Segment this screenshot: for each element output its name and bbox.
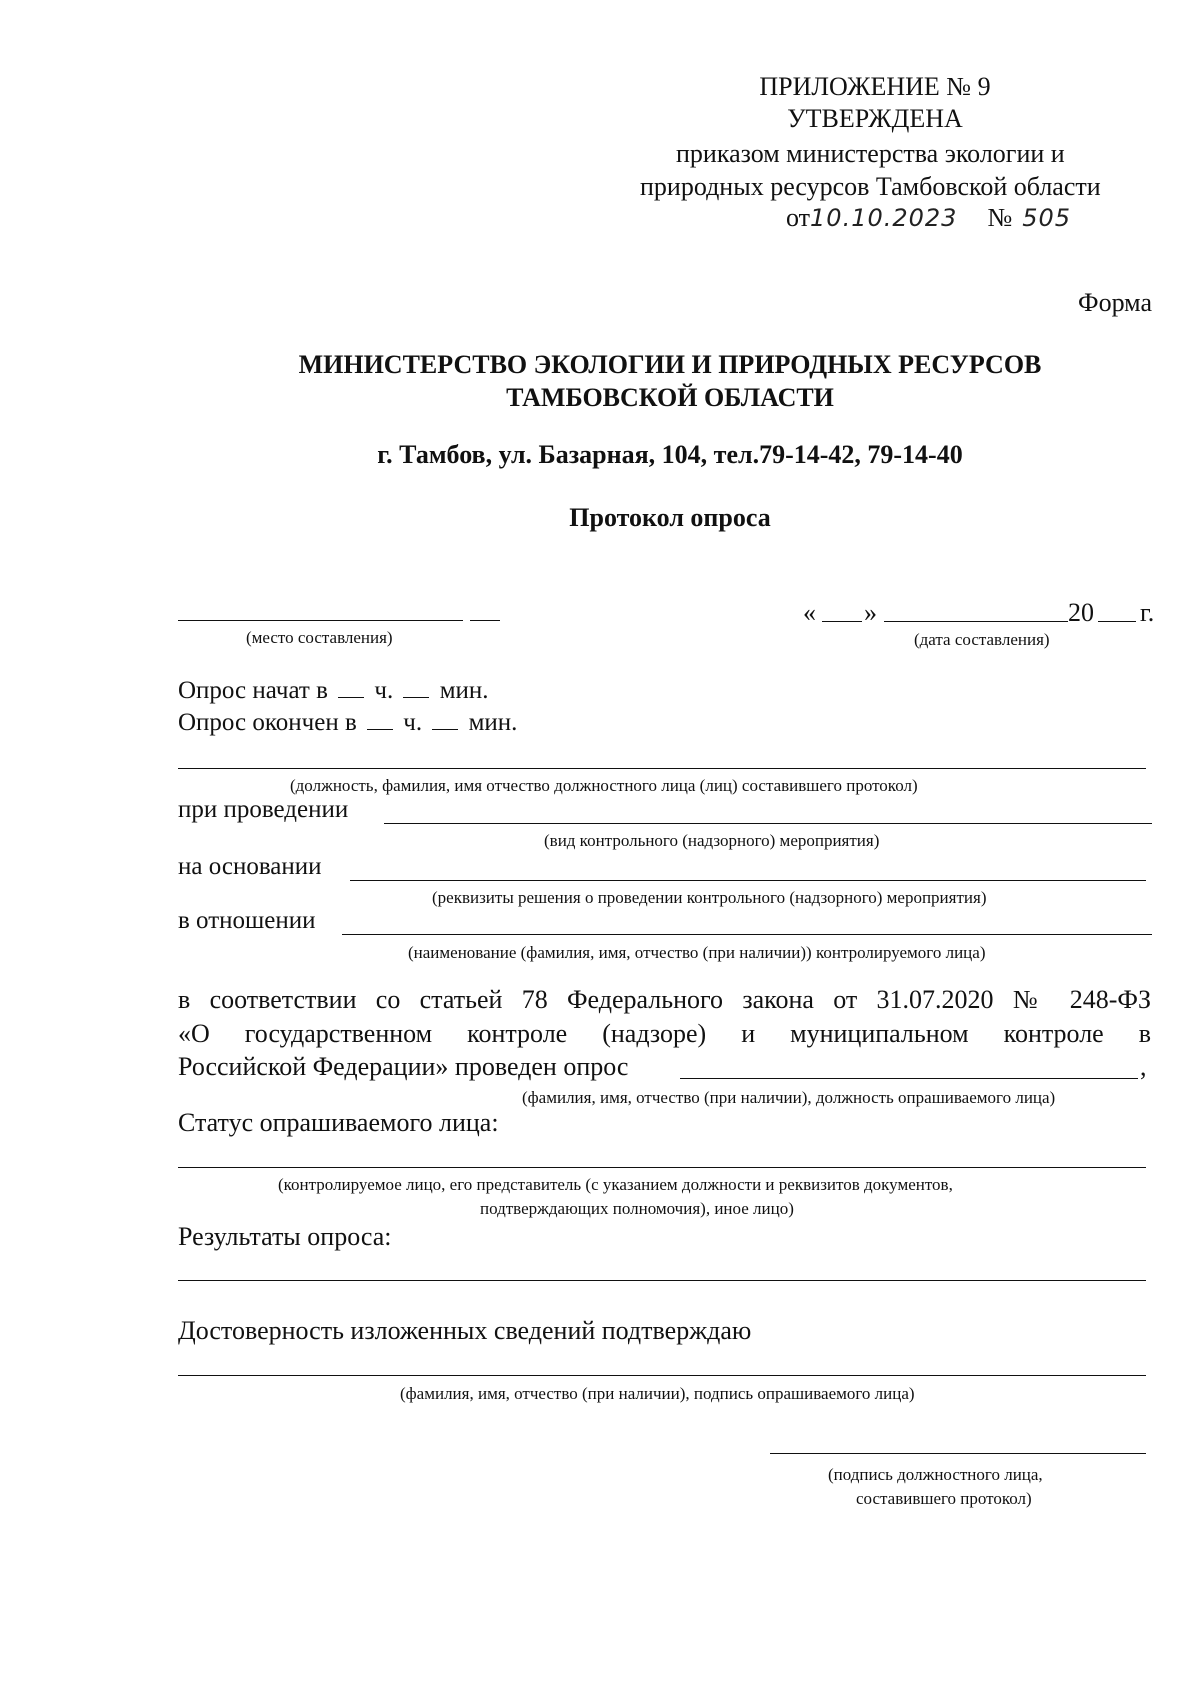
confirmation-line	[178, 1375, 1146, 1376]
status-label: Статус опрашиваемого лица:	[178, 1108, 499, 1137]
date-open-quote: «	[803, 598, 816, 627]
status-line	[178, 1167, 1146, 1168]
status-caption-line-1: (контролируемое лицо, его представитель (с указанием должности и реквизитов документов,	[278, 1175, 953, 1194]
order-line-1: приказом министерства экологии и	[676, 139, 1065, 168]
signature-caption-line-2: составившего протокол)	[856, 1489, 1032, 1508]
order-date-number	[786, 203, 1071, 233]
appendix-number: ПРИЛОЖЕНИЕ № 9	[759, 72, 991, 101]
body-line-2: «О государственном контроле (надзоре) и муниципальном контроле в	[178, 1019, 1151, 1048]
conducting-caption: (вид контрольного (надзорного) мероприятия)	[544, 831, 880, 850]
basis-label: на основании	[178, 853, 322, 880]
year-line	[1098, 621, 1136, 622]
respondent-line	[680, 1078, 1138, 1079]
basis-line	[350, 880, 1146, 881]
date-close-quote: »	[864, 598, 877, 627]
end-time	[178, 708, 517, 738]
status-caption-line-2: подтверждающих полномочия), иное лицо)	[480, 1199, 794, 1218]
signature-caption-line-1: (подпись должностного лица,	[828, 1465, 1043, 1484]
start-hours-blank	[338, 697, 364, 698]
end-minutes-label: мин.	[468, 709, 518, 736]
end-hours-label: ч.	[403, 709, 423, 736]
results-line	[178, 1280, 1146, 1281]
year-suffix: г.	[1140, 598, 1155, 627]
end-minutes-blank	[432, 729, 458, 730]
official-line	[178, 768, 1146, 769]
form-label: Форма	[1078, 288, 1152, 317]
regarding-caption: (наименование (фамилия, имя, отчество (при наличии)) контролируемого лица)	[408, 943, 986, 962]
respondent-comma: ,	[1140, 1052, 1147, 1081]
handwritten-number: 505	[1022, 204, 1072, 232]
number-label: №	[987, 203, 1013, 232]
place-line-tail	[470, 620, 500, 621]
place-line	[178, 620, 463, 621]
date-caption: (дата составления)	[914, 630, 1050, 649]
confirmation-caption: (фамилия, имя, отчество (при наличии), подпись опрашиваемого лица)	[400, 1384, 915, 1403]
ministry-address: г. Тамбов, ул. Базарная, 104, тел.79-14-42, 79-14-40	[377, 440, 963, 469]
start-prefix: Опрос начат в	[178, 677, 328, 704]
official-signature-line	[770, 1453, 1146, 1454]
regarding-label: в отношении	[178, 907, 316, 934]
month-line	[884, 621, 1068, 622]
conducting-line	[384, 823, 1152, 824]
place-caption: (место составления)	[246, 628, 393, 647]
results-label: Результаты опроса:	[178, 1222, 392, 1251]
start-minutes-label: мин.	[439, 677, 489, 704]
regarding-line	[342, 934, 1152, 935]
ministry-name-line-2: ТАМБОВСКОЙ ОБЛАСТИ	[506, 383, 834, 412]
conducting-label: при проведении	[178, 796, 349, 823]
from-label: от	[786, 203, 811, 232]
basis-caption: (реквизиты решения о проведении контрольного (надзорного) мероприятия)	[432, 888, 987, 907]
day-line	[822, 621, 862, 622]
document-title: Протокол опроса	[569, 503, 771, 532]
end-hours-blank	[367, 729, 393, 730]
official-caption: (должность, фамилия, имя отчество должностного лица (лиц) составившего протокол)	[290, 776, 918, 795]
year-prefix: 20	[1068, 598, 1094, 627]
ministry-name-line-1: МИНИСТЕРСТВО ЭКОЛОГИИ И ПРИРОДНЫХ РЕСУРСОВ	[298, 350, 1042, 379]
body-line-3: Российской Федерации» проведен опрос	[178, 1052, 629, 1081]
body-line-1: в соответствии со статьей 78 Федерального закона от 31.07.2020 № 248-ФЗ	[178, 985, 1151, 1014]
start-minutes-blank	[403, 697, 429, 698]
respondent-caption: (фамилия, имя, отчество (при наличии), должность опрашиваемого лица)	[522, 1088, 1056, 1107]
handwritten-date: 10.10.2023	[810, 204, 958, 232]
order-line-2: природных ресурсов Тамбовской области	[640, 172, 1101, 201]
start-time	[178, 676, 489, 706]
approved-label: УТВЕРЖДЕНА	[787, 104, 963, 133]
end-prefix: Опрос окончен в	[178, 709, 357, 736]
confirmation-label: Достоверность изложенных сведений подтверждаю	[178, 1316, 752, 1345]
start-hours-label: ч.	[374, 677, 394, 704]
